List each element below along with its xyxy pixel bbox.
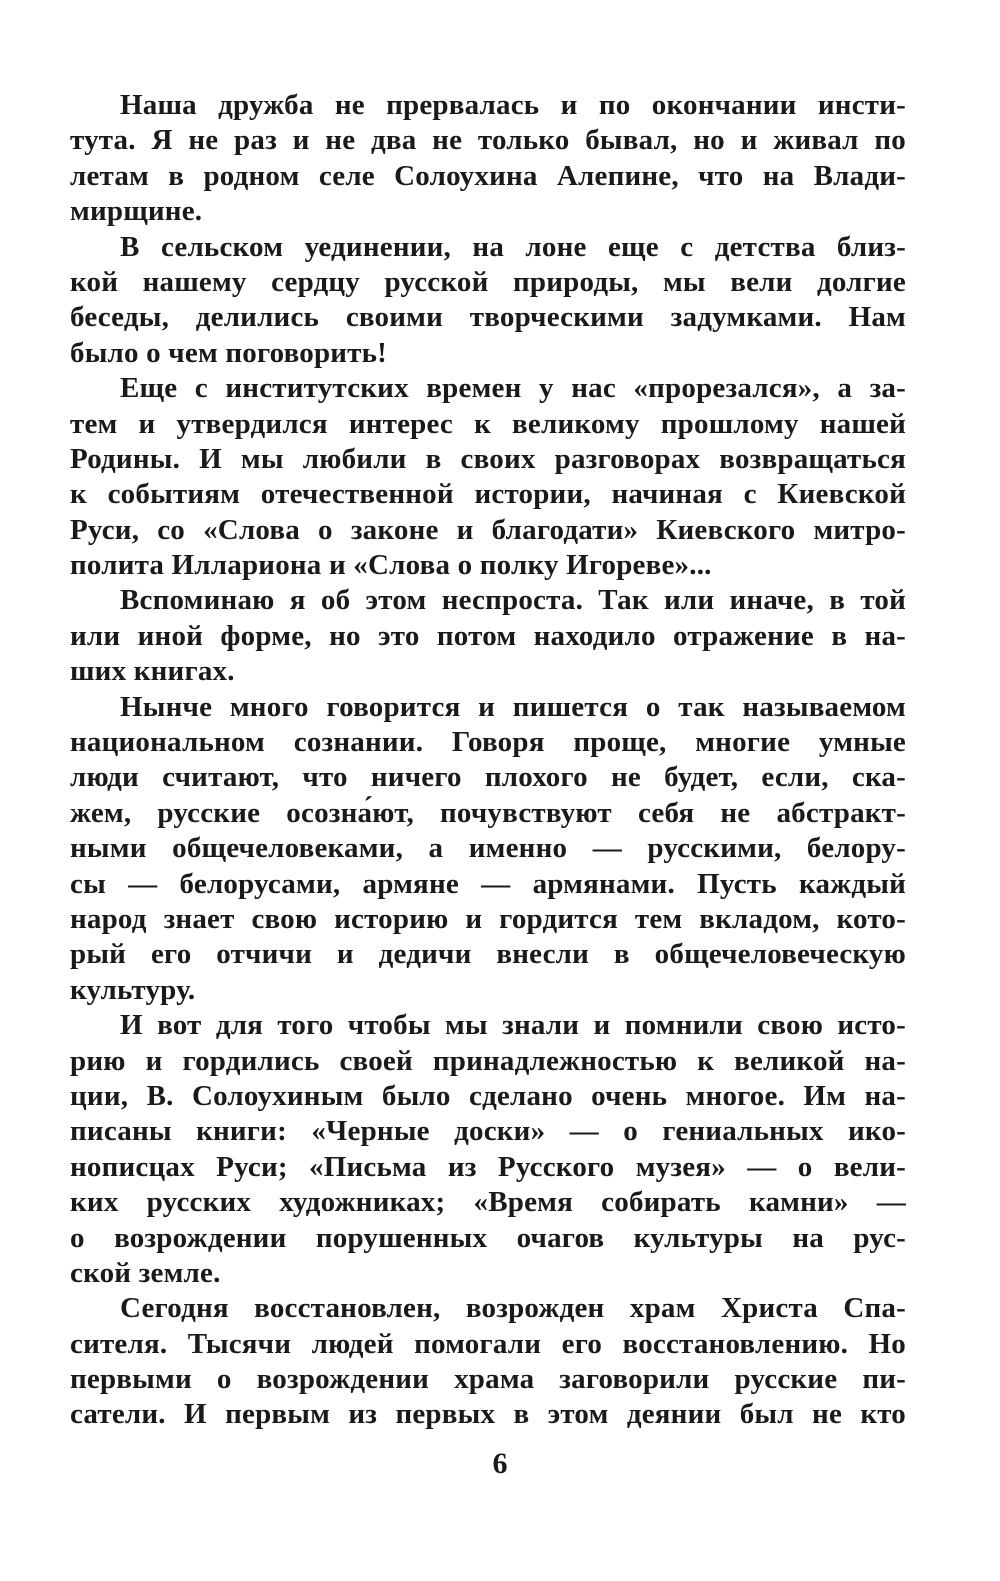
text-line: сителя. Тысячи людей помогали его восстановлению. Но	[70, 1327, 906, 1360]
text-line: культуру.	[70, 973, 196, 1006]
text-line: Руси, со «Слова о законе и благодати» Киевского митро-	[70, 513, 906, 546]
text-line: Нынче много говорится и пишется о так называемом	[120, 690, 906, 723]
text-line: Наша дружба не прервалась и по окончании инсти-	[120, 89, 906, 121]
text-line: мирщине.	[70, 195, 203, 228]
text-line: к событиям отечественной истории, начиная с Киевской	[70, 478, 906, 511]
text-line: люди считают, что ничего плохого не будет, если, ска-	[70, 761, 906, 794]
text-line: или иной форме, но это потом находило отражение в на-	[70, 619, 906, 652]
text-line: ными общечеловеками, а именно — русскими, белору-	[70, 832, 906, 865]
text-line: рию и гордились своей принадлежностью к великой на-	[70, 1044, 906, 1077]
text-line: Вспоминаю я об этом неспроста. Так или иначе, в той	[120, 584, 906, 617]
text-line: летам в родном селе Солоухина Алепине, что на Влади-	[70, 159, 906, 192]
text-line: жем, русские осозна́ют, почувствуют себя не абстракт-	[70, 796, 906, 829]
text-line: тем и утвердился интерес к великому прошлому нашей	[70, 407, 906, 440]
text-line: национальном сознании. Говоря проще, многие умные	[70, 726, 906, 759]
text-line: первыми о возрождении храма заговорили русские пи-	[70, 1363, 906, 1396]
text-line: тута. Я не раз и не два не только бывал, но и живал по	[70, 124, 906, 157]
text-line: Еще с институтских времен у нас «прорезался», а за-	[120, 372, 906, 405]
text-line: писаны книги: «Черные доски» — о гениальных ико-	[70, 1115, 906, 1148]
text-line: нописцах Руси; «Письма из Русского музея» — о вели-	[70, 1150, 906, 1183]
text-line: народ знает свою историю и гордится тем вкладом, кото-	[70, 902, 906, 935]
text-line: полита Иллариона и «Слова о полку Игореве»...	[70, 549, 712, 582]
text-line: ких русских художниках; «Время собирать камни» —	[70, 1186, 906, 1219]
text-line: В сельском уединении, на лоне еще с детства близ-	[120, 230, 906, 263]
text-line: Родины. И мы любили в своих разговорах возвращаться	[70, 442, 906, 475]
text-line: ции, В. Солоухиным было сделано очень многое. Им на-	[70, 1079, 906, 1112]
page-number: 6	[492, 1447, 508, 1480]
text-line: рый его отчичи и дедичи внесли в общечеловеческую	[70, 938, 906, 971]
text-line: ской земле.	[70, 1256, 221, 1289]
body-text	[70, 88, 906, 1433]
text-line: было о чем поговорить!	[70, 336, 388, 369]
text-line: сы — белорусами, армяне — армянами. Пусть каждый	[70, 867, 906, 900]
text-line: кой нашему сердцу русской природы, мы вели долгие	[70, 265, 906, 298]
text-line: сатели. И первым из первых в этом деянии был не кто	[70, 1398, 906, 1431]
text-line: ших книгах.	[70, 655, 235, 688]
text-line: беседы, делились своими творческими задумками. Нам	[70, 301, 906, 334]
text-line: Сегодня восстановлен, возрожден храм Христа Спа-	[120, 1292, 906, 1325]
text-line: о возрождении порушенных очагов культуры на рус-	[70, 1221, 906, 1254]
text-line: И вот для того чтобы мы знали и помнили свою исто-	[120, 1009, 906, 1042]
